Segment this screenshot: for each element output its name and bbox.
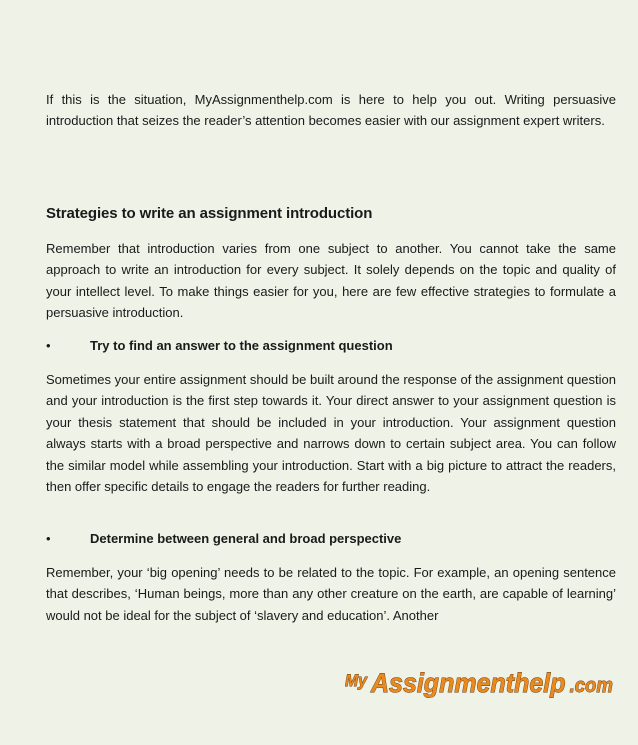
section-heading: Strategies to write an assignment introduction	[46, 205, 373, 222]
bullet-marker: •	[46, 338, 51, 353]
logo-text	[345, 667, 613, 698]
logo-suffix: .com	[569, 675, 613, 698]
bullet-item-1	[46, 336, 616, 356]
bullet-paragraph-2: Remember, your ‘big opening’ needs to be related to the topic. For example, an opening sentence that describes, ‘Human beings, more than any other creature on the earth, are capable of learning’ would not be ideal for the subject of ‘slavery and education’. Another	[46, 565, 616, 623]
bullet-title: Try to find an answer to the assignment question	[90, 338, 393, 353]
bullet-item-2	[46, 529, 616, 549]
logo-brand: Assignmenthelp	[370, 667, 566, 699]
intro-paragraph: If this is the situation, MyAssignmenthelp.com is here to help you out. Writing persuasive introduction that seizes the reader’s attention becomes easier with our assignment expert writers.	[46, 92, 616, 129]
logo-prefix: My	[345, 671, 367, 691]
brand-logo	[345, 660, 615, 702]
bullet-marker: •	[46, 531, 51, 546]
bullet-title: Determine between general and broad perspective	[90, 531, 402, 546]
section-paragraph: Remember that introduction varies from one subject to another. You cannot take the same approach to write an introduction for every subject. It solely depends on the topic and quality of your intellect level. To make things easier for you, here are few effective strategies to formulate a persuasive introduction.	[46, 241, 616, 321]
bullet-paragraph-1: Sometimes your entire assignment should be built around the response of the assignment question and your introduction is the first step towards it. Your direct answer to your assignment question is your thesis statement that should be included in your introduction. Your assignment question always starts with a broad perspective and narrows down to certain subject area. You can follow the similar model while assembling your introduction. Start with a big picture to attract the readers, then offer specific details to engage the readers for further reading.	[46, 372, 616, 495]
